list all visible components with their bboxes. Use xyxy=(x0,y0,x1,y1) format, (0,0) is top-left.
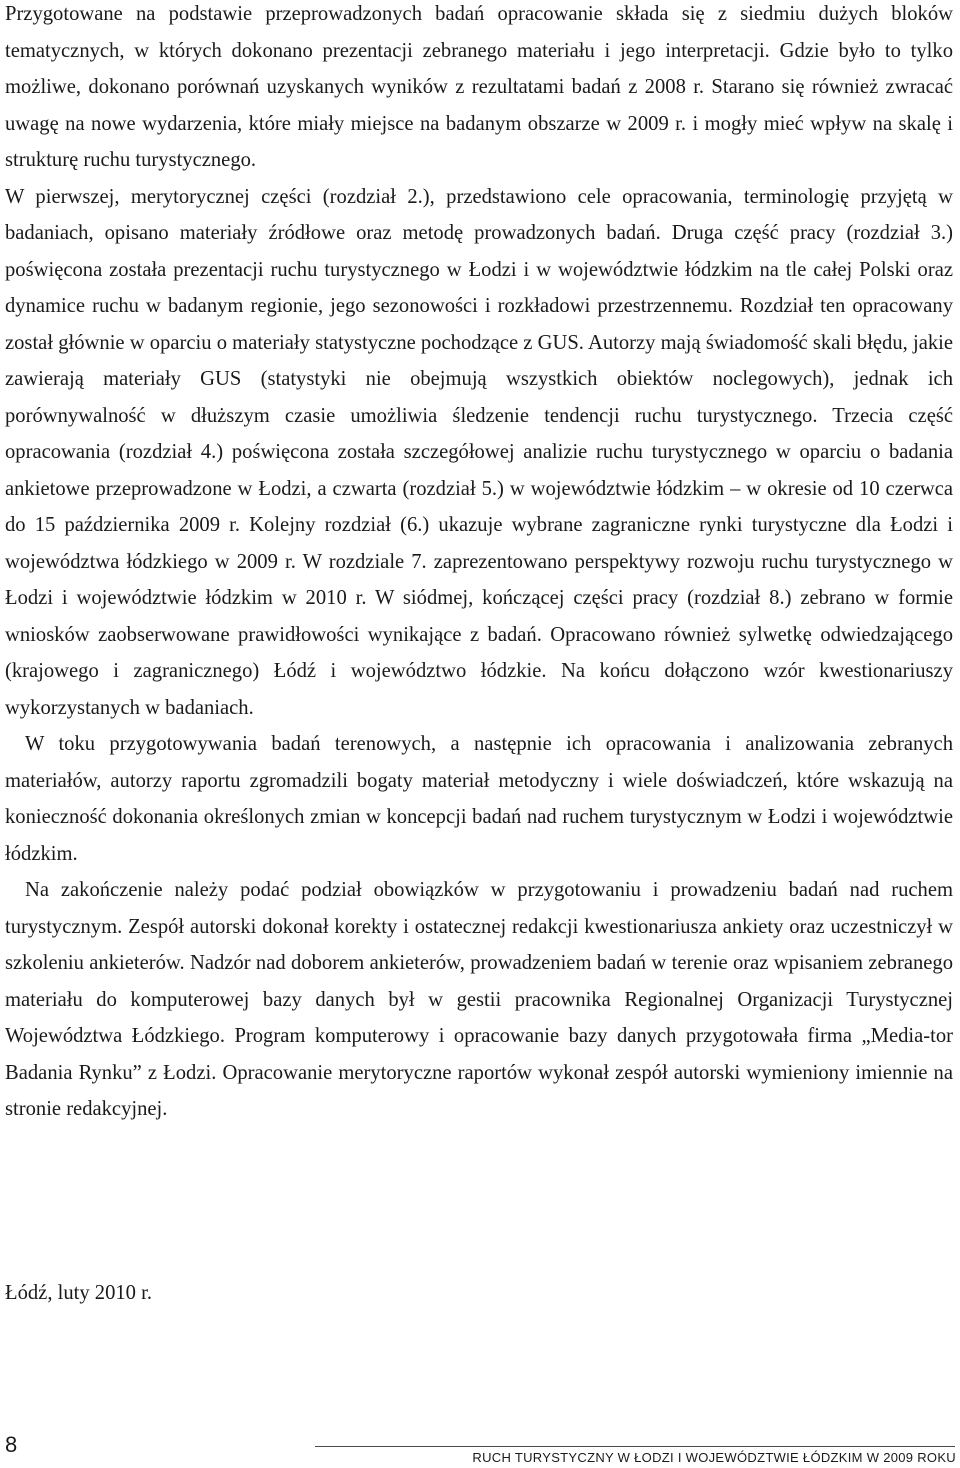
paragraph-introduction: Przygotowane na podstawie przeprowadzonych badań opracowanie składa się z siedmiu dużych bloków tematycznych, w których dokonano prezentacji zebranego materiału i jego interpretacji. Gdzie było to tylko możliwe, dokonano porównań uzyskanych wyników z rezultatami badań z 2008 r. Starano się również zwracać uwagę na nowe wydarzenia, które miały miejsce na badanym obszarze w 2009 r. i mogły mieć wpływ na skalę i strukturę ruchu turystycznego. xyxy=(5,3,953,171)
page-number: 8 xyxy=(5,1432,18,1457)
body-text xyxy=(5,0,953,1128)
paragraph-methodology-experience: W toku przygotowywania badań terenowych, a następnie ich opracowania i analizowania zebranych materiałów, autorzy raportu zgromadzili bogaty materiał metodyczny i wiele doświadczeń, które wskazują na konieczność dokonania określonych zmian w koncepcji badań nad ruchem turystycznym w Łodzi i województwie łódzkim. xyxy=(5,733,953,865)
running-title: RUCH TURYSTYCZNY W ŁODZI I WOJEWÓDZTWIE ŁÓDZKIM W 2009 ROKU xyxy=(472,1450,956,1465)
paragraph-responsibilities: Na zakończenie należy podać podział obowiązków w przygotowaniu i prowadzeniu badań nad ruchem turystycznym. Zespół autorski dokonał korekty i ostatecznej redakcji kwestionariusza ankiety oraz uczestniczył w szkoleniu ankieterów. Nadzór nad doborem ankieterów, prowadzeniem badań w terenie oraz wpisaniem zebranego materiału do komputerowej bazy danych był w gestii pracownika Regionalnej Organizacji Turystycznej Województwa Łódzkiego. Program komputerowy i opracowanie bazy danych przygotowała firma „Media-tor Badania Rynku” z Łodzi. Opracowanie merytoryczne raportów wykonał zespół autorski wymieniony imiennie na stronie redakcyjnej. xyxy=(5,879,953,1120)
place-and-date: Łódź, luty 2010 r. xyxy=(5,1282,153,1304)
page-footer xyxy=(0,1430,960,1468)
paragraph-chapter-overview: W pierwszej, merytorycznej części (rozdział 2.), przedstawiono cele opracowania, terminologię przyjętą w badaniach, opisano materiały źródłowe oraz metodę prowadzonych badań. Druga część pracy (rozdział 3.) poświęcona została prezentacji ruchu turystycznego w Łodzi i w województwie łódzkim na tle całej Polski oraz dynamice ruchu w badanym regionie, jego sezonowości i rozkładowi przestrzennemu. Rozdział ten opracowany został głównie w oparciu o materiały statystyczne pochodzące z GUS. Autorzy mają świadomość skali błędu, jakie zawierają materiały GUS (statystyki nie obejmują wszystkich obiektów noclegowych), jednak ich porównywalność w dłuższym czasie umożliwia śledzenie tendencji ruchu turystycznego. Trzecia część opracowania (rozdział 4.) poświęcona została szczegółowej analizie ruchu turystycznego w oparciu o badania ankietowe przeprowadzone w Łodzi, a czwarta (rozdział 5.) w województwie łódzkim – w okresie od 10 czerwca do 15 października 2009 r. Kolejny rozdział (6.) ukazuje wybrane zagraniczne rynki turystyczne dla Łodzi i województwa łódzkiego w 2009 r. W rozdziale 7. zaprezentowano perspektywy rozwoju ruchu turystycznego w Łodzi i województwie łódzkim w 2010 r. W siódmej, kończącej części pracy (rozdział 8.) zebrano w formie wniosków zaobserwowane prawidłowości wynikające z badań. Opracowano również sylwetkę odwiedzającego (krajowego i zagranicznego) Łódź i województwo łódzkie. Na końcu dołączono wzór kwestionariuszy wykorzystanych w badaniach. xyxy=(5,185,953,719)
footer-divider xyxy=(315,1446,955,1447)
